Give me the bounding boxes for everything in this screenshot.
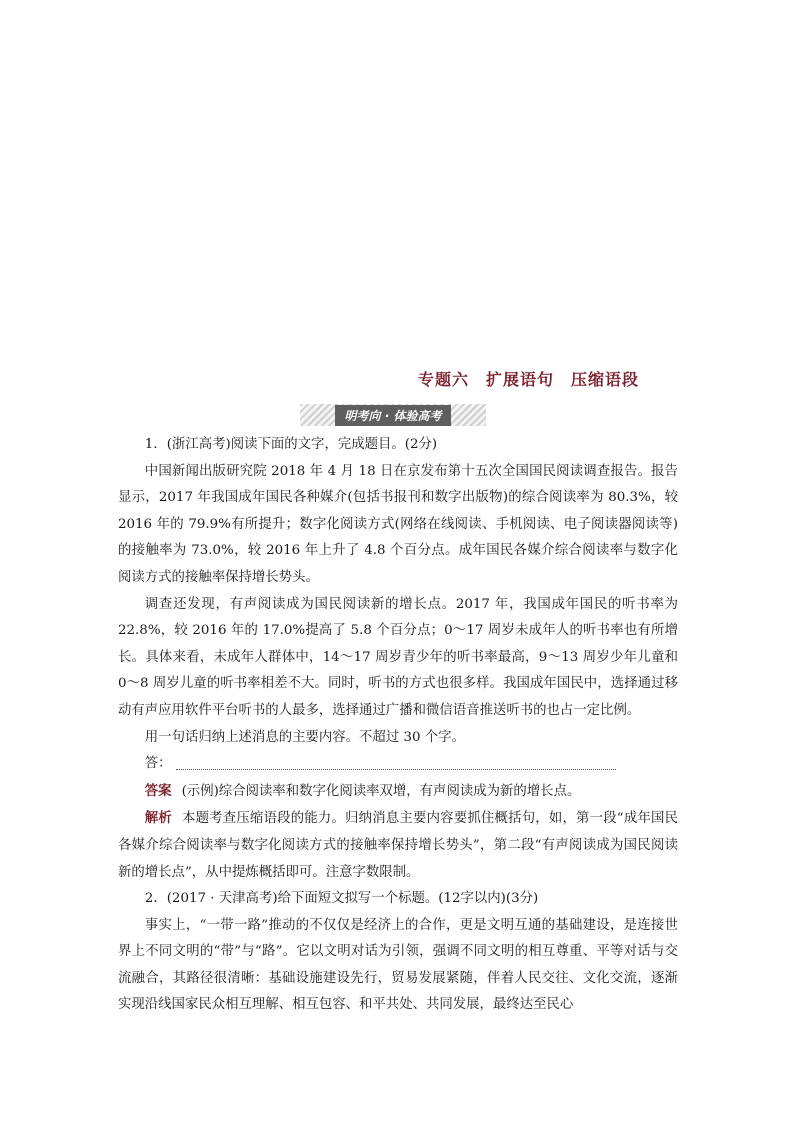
- answer-text: (示例)综合阅读率和数字化阅读率双增，有声阅读成为新的增长点。: [181, 783, 581, 799]
- answer-line: [118, 751, 678, 778]
- question-2-paragraph-1: 事实上，“一带一路”推动的不仅仅是经济上的合作，更是文明互通的基础建设，是连接世界上不同文明的“带”与“路”。它以文明对话为引领，强调不同文明的相互尊重、平等对话与交流融合，其路径很清晰：基础设施建设先行，贸易发展紧随，伴着人民交往、文化交流，逐渐实现沿线国家民众相互理解、相互包容、和平共处、共同发展，最终达至民心: [118, 917, 678, 1013]
- analysis-label: 解析: [144, 810, 172, 827]
- question-1-task: 用一句话归纳上述消息的主要内容。不超过 30 个字。: [144, 729, 465, 745]
- section-banner-label: 明考向 · 体验高考: [335, 405, 452, 426]
- analysis-text: 本题考查压缩语段的能力。归纳消息主要内容要抓住概括句，如，第一段“成年国民各媒介综合阅读率与数字化阅读方式的接触率保持增长势头”，第二段“有声阅读成为国民阅读新的增长点”，从中提炼概括即可。注意字数限制。: [118, 811, 679, 880]
- section-banner: [300, 404, 486, 426]
- answer-block: [118, 778, 678, 806]
- question-1-stem: 1．(浙江高考)阅读下面的文字，完成题目。(2分): [144, 437, 438, 452]
- content-body: [118, 432, 678, 1019]
- answer-blank: [176, 757, 616, 770]
- answer-prompt: 答：: [144, 756, 172, 772]
- analysis-block: [118, 805, 678, 886]
- page-title: 专题六 扩展语句 压缩语段: [418, 370, 640, 389]
- question-1-paragraph-1: 中国新闻出版研究院 2018 年 4 月 18 日在京发布第十五次全国国民阅读调查报告。报告显示，2017 年我国成年国民各种媒介(包括书报刊和数字出版物)的综合阅读率为 80.3%，较 2016 年的 79.9%有所提升；数字化阅读方式(网络在线阅读、手机阅读、电子阅读器阅读等)的接触率为 73.0%，较 2016 年上升了 4.8 个百分点。成年国民各媒介综合阅读率与数字化阅读方式的接触率保持增长势头。: [118, 463, 678, 585]
- answer-label: 答案: [144, 782, 172, 799]
- question-2-stem: 2．(2017 · 天津高考)给下面短文拟写一个标题。(12字以内)(3分): [144, 891, 539, 907]
- question-1-paragraph-2: 调查还发现，有声阅读成为国民阅读新的增长点。2017 年，我国成年国民的听书率为 22.8%，较 2016 年的 17.0%提高了 5.8 个百分点；0～17 周岁未成年人的听书率也有所增长。具体来看，未成年人群体中，14～17 周岁青少年的听书率最高，9～13 周岁少年儿童和 0～8 周岁儿童的听书率相差不大。同时，听书的方式也很多样。我国成年国民中，选择通过移动有声应用软件平台听书的人最多，选择通过广播和微信语音推送听书的也占一定比例。: [118, 596, 678, 718]
